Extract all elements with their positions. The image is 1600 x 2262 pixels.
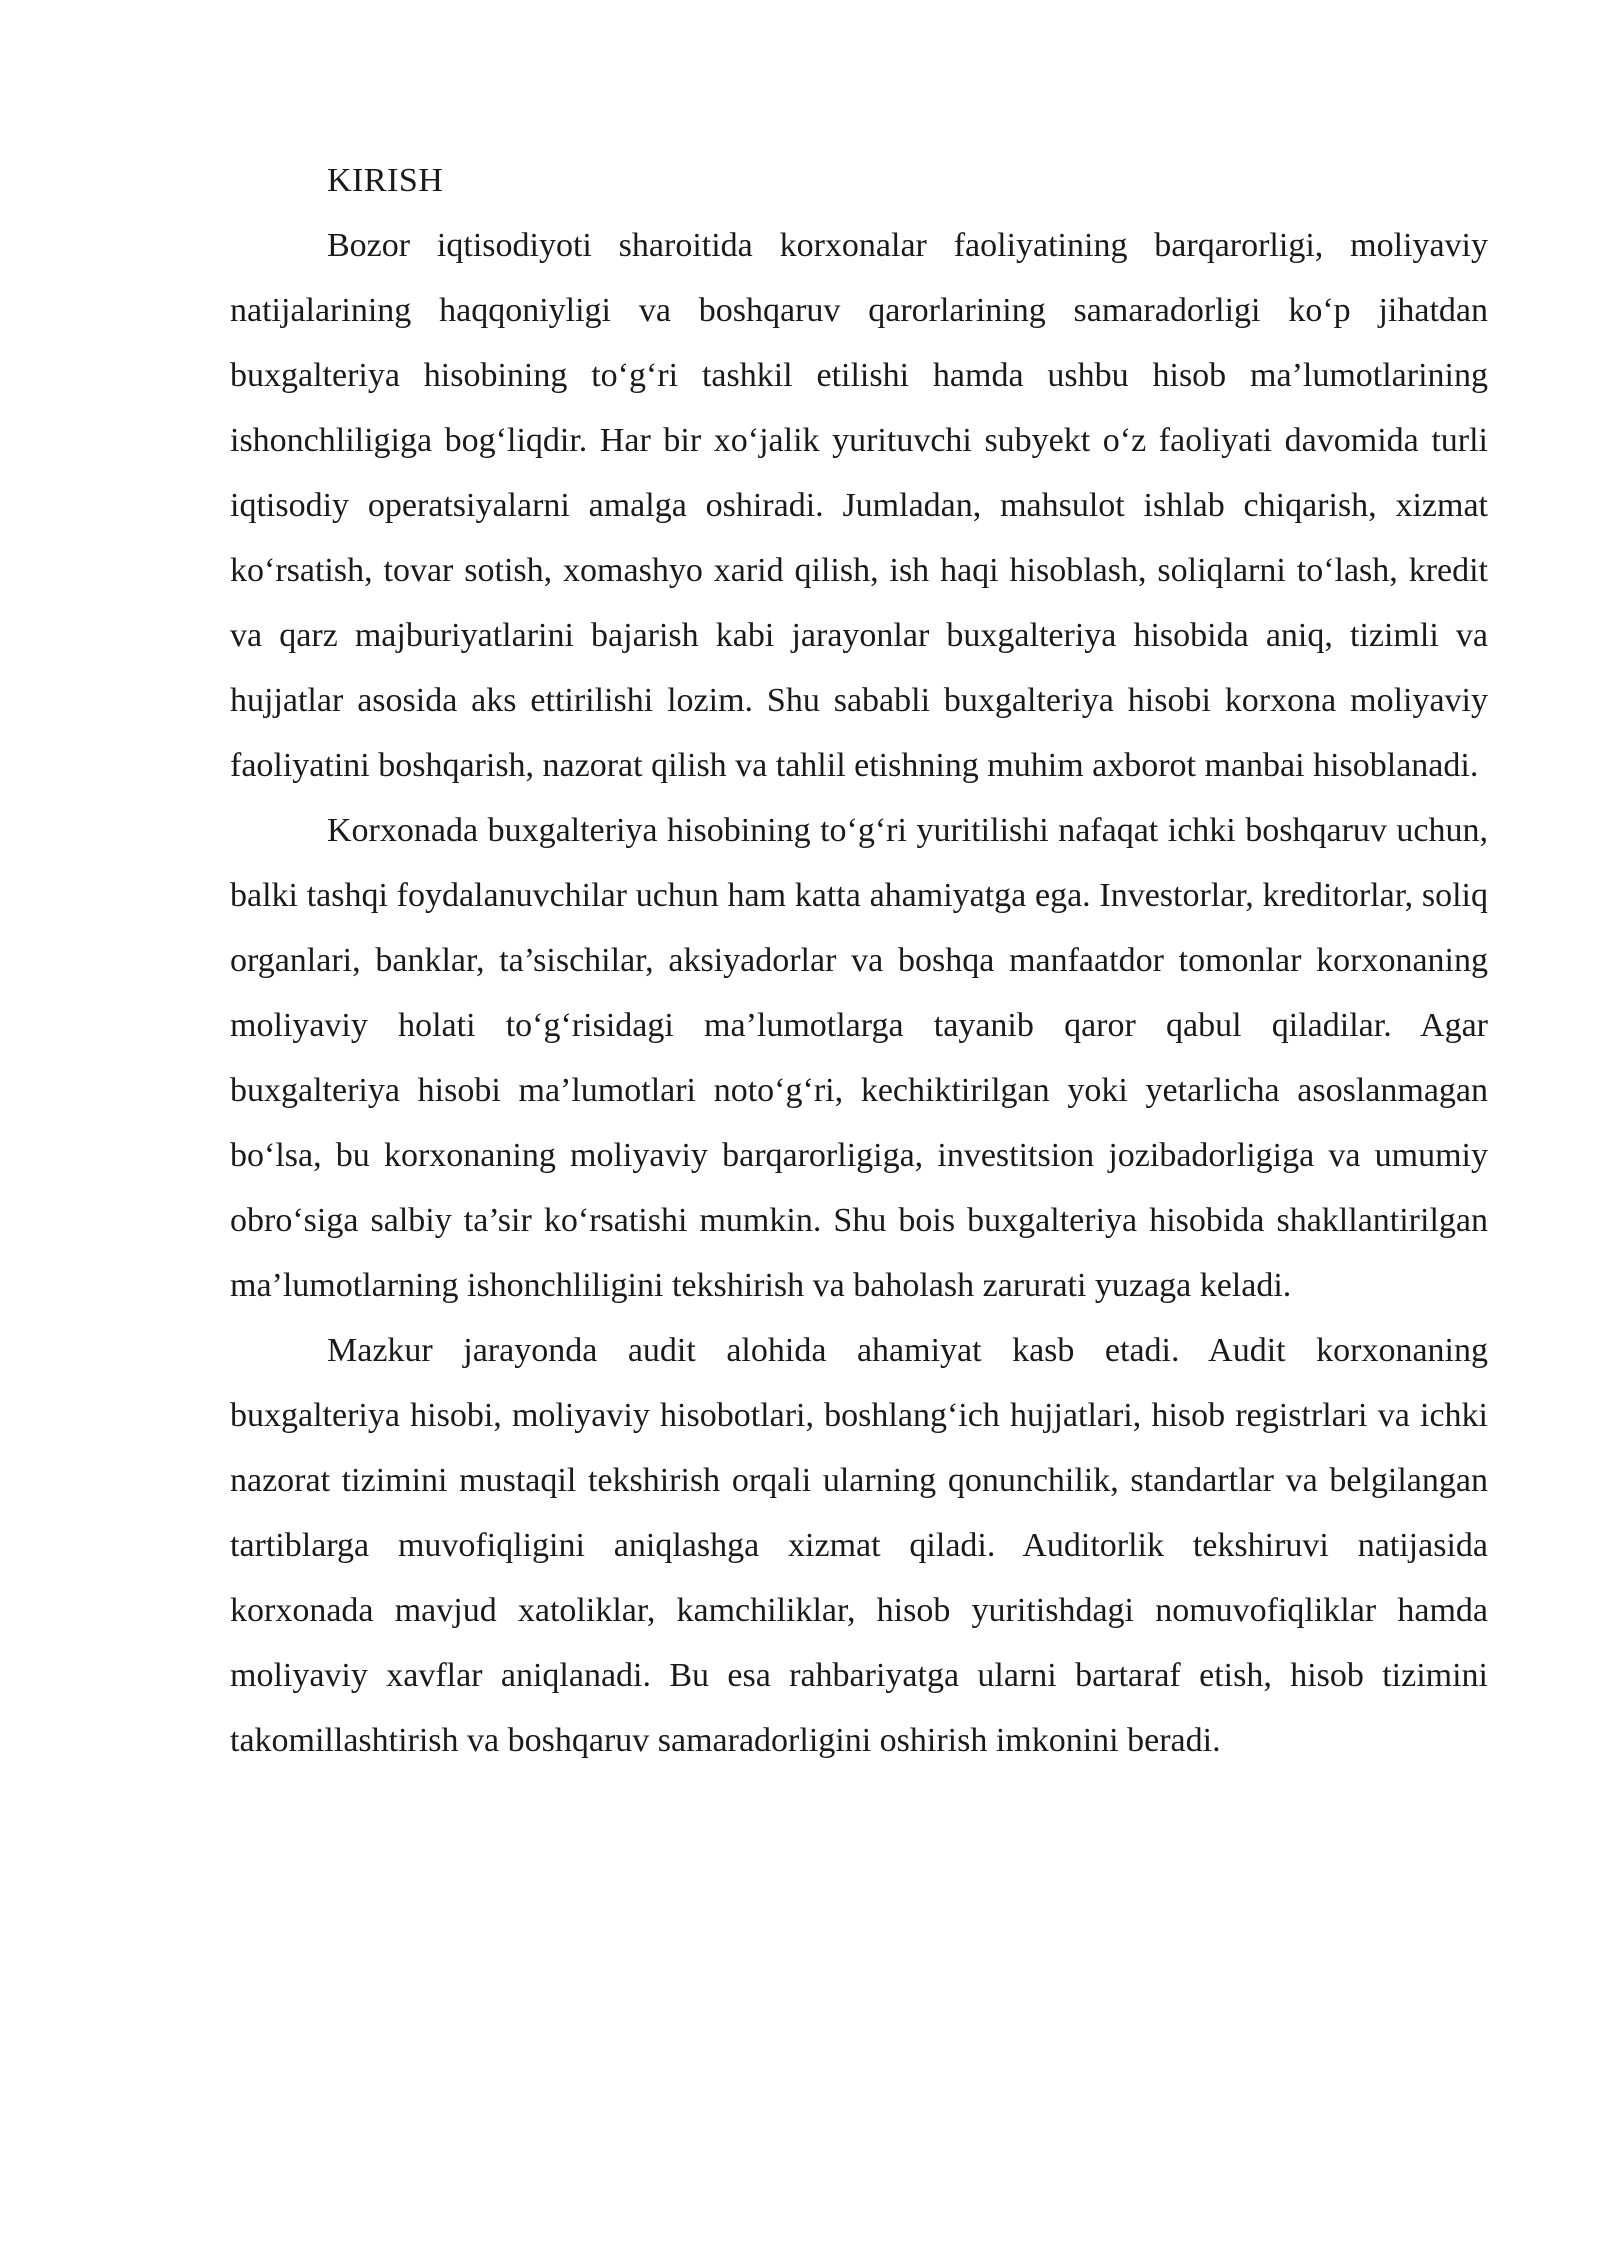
section-heading: KIRISH [327,162,444,199]
paragraph-3: Mazkur jarayonda audit alohida ahamiyat kasb etadi. Audit korxonaning buxgalteriya hisobi, moliyaviy hisobotlari, boshlang‘ich hujjatlari, hisob registrlari va ichki nazorat tizimini mustaqil tekshirish orqali ularning qonunchilik, standartlar va belgilangan tartiblarga muvofiqligini aniqlashga xizmat qiladi. Auditorlik tekshiruvi natijasida korxonada mavjud xatoliklar, kamchiliklar, hisob yuritishdagi nomuvofiqliklar hamda moliyaviy xavflar aniqlanadi. Bu esa rahbariyatga ularni bartaraf etish, hisob tizimini takomillashtirish va boshqaruv samaradorligini oshirish imkonini beradi. [230,1332,1488,1759]
document-body [230,148,1488,1773]
paragraph-2: Korxonada buxgalteriya hisobining to‘g‘ri yuritilishi nafaqat ichki boshqaruv uchun, balki tashqi foydalanuvchilar uchun ham katta ahamiyatga ega. Investorlar, kreditorlar, soliq organlari, banklar, ta’sischilar, aksiyadorlar va boshqa manfaatdor tomonlar korxonaning moliyaviy holati to‘g‘risidagi ma’lumotlarga tayanib qaror qabul qiladilar. Agar buxgalteriya hisobi ma’lumotlari noto‘g‘ri, kechiktirilgan yoki yetarlicha asoslanmagan bo‘lsa, bu korxonaning moliyaviy barqarorligiga, investitsion jozibadorligiga va umumiy obro‘siga salbiy ta’sir ko‘rsatishi mumkin. Shu bois buxgalteriya hisobida shakllantirilgan ma’lumotlarning ishonchliligini tekshirish va baholash zarurati yuzaga keladi. [230,812,1488,1304]
paragraph-1: Bozor iqtisodiyoti sharoitida korxonalar faoliyatining barqarorligi, moliyaviy natijalarining haqqoniyligi va boshqaruv qarorlarining samaradorligi ko‘p jihatdan buxgalteriya hisobining to‘g‘ri tashkil etilishi hamda ushbu hisob ma’lumotlarining ishonchliligiga bog‘liqdir. Har bir xo‘jalik yurituvchi subyekt o‘z faoliyati davomida turli iqtisodiy operatsiyalarni amalga oshiradi. Jumladan, mahsulot ishlab chiqarish, xizmat ko‘rsatish, tovar sotish, xomashyo xarid qilish, ish haqi hisoblash, soliqlarni to‘lash, kredit va qarz majburiyatlarini bajarish kabi jarayonlar buxgalteriya hisobida aniq, tizimli va hujjatlar asosida aks ettirilishi lozim. Shu sababli buxgalteriya hisobi korxona moliyaviy faoliyatini boshqarish, nazorat qilish va tahlil etishning muhim axborot manbai hisoblanadi. [230,227,1488,784]
